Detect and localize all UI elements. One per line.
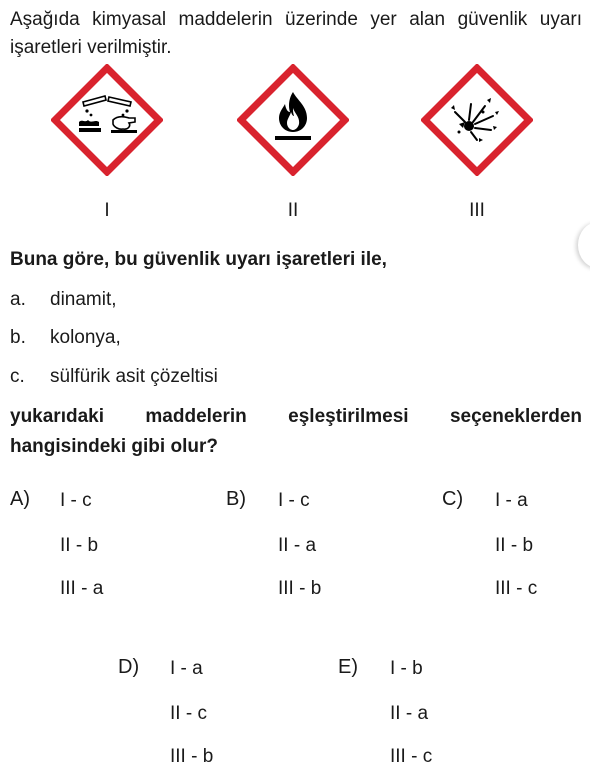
choice-a-match-3: III - a (60, 578, 104, 599)
item-letter: a. (10, 289, 26, 310)
choice-e-match-1: I - b (390, 658, 423, 679)
item-text: kolonya, (50, 327, 121, 348)
choice-c-letter[interactable]: C) (442, 488, 464, 510)
choice-b-letter[interactable]: B) (226, 488, 246, 510)
pictogram-label-2: II (287, 200, 299, 221)
choice-c-match-3: III - c (495, 578, 538, 599)
list-item (10, 366, 218, 388)
item-text: sülfürik asit çözeltisi (50, 366, 218, 387)
choice-b-match-2: II - a (278, 535, 317, 556)
item-letter: c. (10, 366, 25, 387)
choice-b-match-3: III - b (278, 578, 322, 599)
choice-d-match-2: II - c (170, 703, 207, 724)
item-text: dinamit, (50, 289, 117, 310)
corrosive-icon (51, 64, 163, 176)
list-item (10, 327, 121, 349)
choice-a-letter[interactable]: A) (10, 488, 30, 510)
choice-e-letter[interactable]: E) (338, 656, 358, 678)
side-tab (578, 222, 590, 268)
choice-b-match-1: I - c (278, 490, 310, 511)
pictogram-label-1: I (104, 200, 110, 221)
flammable-icon (237, 64, 349, 176)
choice-a-match-2: II - b (60, 535, 99, 556)
choice-c-match-1: I - a (495, 490, 528, 511)
question-intro: Aşağıda kimyasal maddelerin üzerinde yer alan güvenlik uyarı işaretleri verilmiştir. (10, 9, 582, 58)
choice-d-match-3: III - b (170, 746, 214, 767)
pictogram-label-3: III (469, 200, 485, 221)
item-letter: b. (10, 327, 26, 348)
choice-c-match-2: II - b (495, 535, 534, 556)
choice-e-match-2: II - a (390, 703, 429, 724)
list-item (10, 289, 117, 311)
choice-d-letter[interactable]: D) (118, 656, 140, 678)
question-stem: Buna göre, bu güvenlik uyarı işaretleri ile, (10, 249, 387, 270)
choice-e-match-3: III - c (390, 746, 433, 767)
choice-d-match-1: I - a (170, 658, 203, 679)
question-closing: yukarıdaki maddelerin eşleştirilmesi seçeneklerden hangisindeki gibi olur? (10, 406, 582, 457)
explosive-icon (421, 64, 533, 176)
choice-a-match-1: I - c (60, 490, 92, 511)
